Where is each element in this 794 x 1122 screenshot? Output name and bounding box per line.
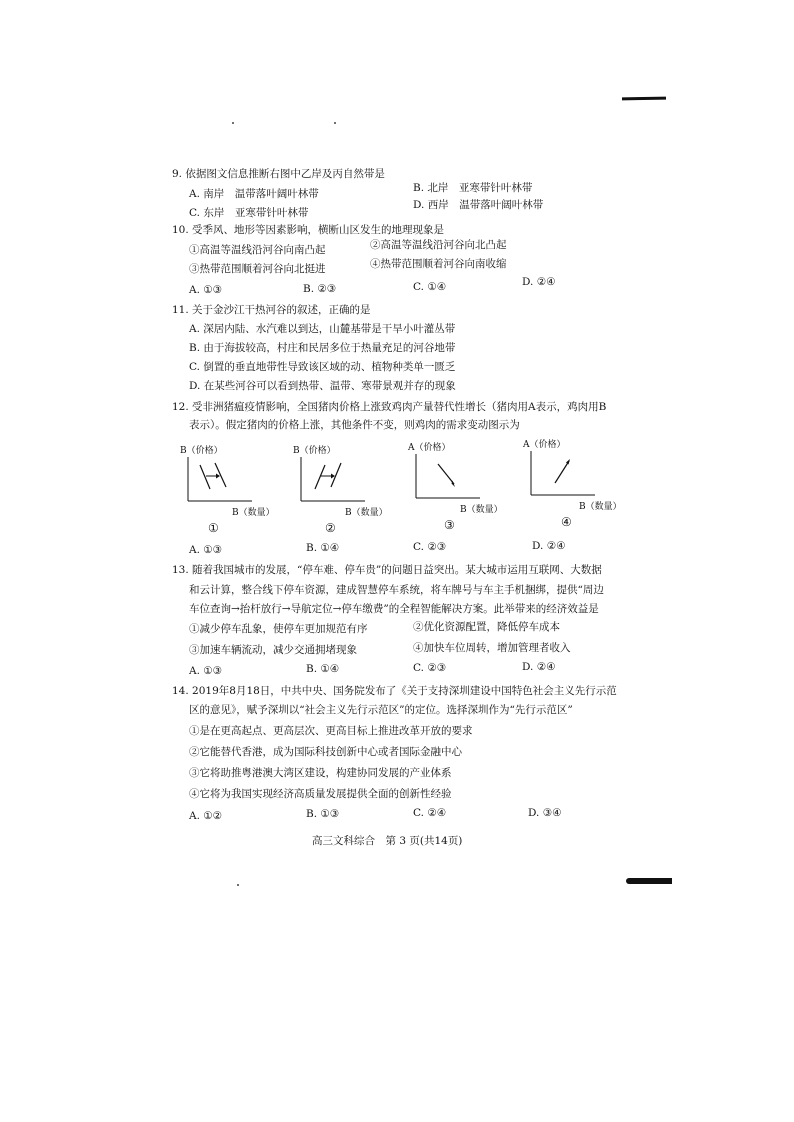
graph-number: ① xyxy=(208,521,219,535)
q10-option-a: A. ①③ xyxy=(189,284,223,296)
graph-plot xyxy=(408,440,508,535)
shift-arrow-head xyxy=(216,474,220,479)
graph-plot xyxy=(293,443,393,538)
q10-item-3: ③热带范围顺着河谷向北挺进 xyxy=(189,263,326,275)
q9-option-b: B. 北岸 亚寒带针叶林带 xyxy=(413,182,533,194)
q9-option-a: A. 南岸 温带落叶阔叶林带 xyxy=(189,188,319,200)
q13-option-b: B. ①④ xyxy=(306,663,340,675)
demand-graph-3 xyxy=(408,440,508,535)
q14-option-b: B. ①③ xyxy=(306,808,340,820)
graph-plot xyxy=(523,437,623,532)
movement-line xyxy=(438,464,454,484)
demand-curve-original xyxy=(200,465,210,489)
curve-original xyxy=(315,465,325,489)
graph-y-axis-label: B（价格） xyxy=(180,446,223,456)
scan-mark-top xyxy=(622,97,666,101)
scan-mark-bottom xyxy=(626,878,672,884)
q13-stem-line-1: 13. 随着我国城市的发展，“停车难、停车贵”的问题日益突出。某大城市运用互联网、大数据 xyxy=(172,564,602,576)
q9-option-d: D. 西岸 温带落叶阔叶林带 xyxy=(413,199,544,211)
q12-stem-line-2: 表示）。假定猪肉的价格上涨，其他条件不变，则鸡肉的需求变动图示为 xyxy=(189,419,520,431)
demand-graph-2 xyxy=(293,443,393,538)
q12-stem-line-1: 12. 受非洲猪瘟疫情影响，全国猪肉价格上涨致鸡肉产量替代性增长（猪肉用A表示，鸡肉用B xyxy=(172,401,607,413)
q11-option-b: B. 由于海拔较高，村庄和民居多位于热量充足的河谷地带 xyxy=(189,342,456,354)
graph-x-axis-label: B（数量） xyxy=(345,508,388,518)
q14-stem-line-1: 14. 2019年8月18日，中共中央、国务院发布了《关于支持深圳建设中国特色社会主义先行示范 xyxy=(172,685,617,697)
q13-item-1: ①减少停车乱象，使停车更加规范有序 xyxy=(189,623,368,635)
q13-stem-line-3: 车位查询→抬杆放行→导航定位→停车缴费”的全程智能解决方案。此举带来的经济效益是 xyxy=(189,603,599,615)
q13-item-2: ②优化资源配置，降低停车成本 xyxy=(413,621,560,633)
graph-y-axis-label: A（价格） xyxy=(408,443,451,453)
movement-line xyxy=(555,461,569,483)
q13-item-4: ④加快车位周转，增加管理者收入 xyxy=(413,642,571,654)
q9-option-c: C. 东岸 亚寒带针叶林带 xyxy=(189,207,309,219)
q11-option-c: C. 倒置的垂直地带性导致该区域的动、植物种类单一匮乏 xyxy=(189,361,456,373)
scan-speck xyxy=(237,884,239,886)
graph-y-axis-label: A（价格） xyxy=(523,440,566,450)
q14-item-2: ②它能替代香港，成为国际科技创新中心或者国际金融中心 xyxy=(189,746,462,758)
q10-option-c: C. ①④ xyxy=(413,281,447,293)
q12-option-b: B. ①④ xyxy=(306,542,340,554)
scan-speck xyxy=(232,122,234,124)
q14-option-d: D. ③④ xyxy=(528,807,562,819)
q14-option-c: C. ②④ xyxy=(413,807,447,819)
q10-item-4: ④热带范围顺着河谷向南收缩 xyxy=(370,258,507,270)
q11-option-a: A. 深居内陆、水汽难以到达，山麓基带是干旱小叶灌丛带 xyxy=(189,323,456,335)
q10-stem: 10. 受季风、地形等因素影响，横断山区发生的地理现象是 xyxy=(172,224,445,236)
q10-item-1: ①高温等温线沿河谷向南凸起 xyxy=(189,244,326,256)
q13-option-c: C. ②③ xyxy=(413,662,447,674)
q12-option-a: A. ①③ xyxy=(189,544,223,556)
graph-x-axis-label: B（数量） xyxy=(579,502,622,512)
q10-option-d: D. ②④ xyxy=(522,276,556,288)
q12-option-d: D. ②④ xyxy=(532,540,566,552)
q14-stem-line-2: 区的意见》，赋予深圳以“社会主义先行示范区”的定位。选择深圳作为“先行示范区” xyxy=(189,704,573,716)
q14-option-a: A. ①② xyxy=(189,810,223,822)
q11-stem: 11. 关于金沙江干热河谷的叙述，正确的是 xyxy=(172,304,371,316)
graph-y-axis-label: B（价格） xyxy=(293,446,336,456)
q10-item-2: ②高温等温线沿河谷向北凸起 xyxy=(370,239,507,251)
page-footer: 高三文科综合 第 3 页(共14页) xyxy=(312,835,463,847)
q13-item-3: ③加速车辆流动，减少交通拥堵现象 xyxy=(189,644,357,656)
q13-stem-line-2: 和云计算，整合线下停车资源，建成智慧停车系统，将车牌号与车主手机捆绑，提供“周边 xyxy=(189,584,604,596)
graph-number: ② xyxy=(325,521,336,535)
q10-option-b: B. ②③ xyxy=(303,283,337,295)
demand-graph-1 xyxy=(180,443,280,538)
q14-item-3: ③它将助推粤港澳大湾区建设，构建协同发展的产业体系 xyxy=(189,767,452,779)
graph-x-axis-label: B（数量） xyxy=(232,508,275,518)
graph-x-axis-label: B（数量） xyxy=(460,505,503,515)
demand-graph-4 xyxy=(523,437,623,532)
q14-item-1: ①是在更高起点、更高层次、更高目标上推进改革开放的要求 xyxy=(189,725,473,737)
graph-number: ④ xyxy=(561,515,572,529)
q9-stem: 9. 依据图文信息推断右图中乙岸及丙自然带是 xyxy=(172,168,385,180)
q11-option-d: D. 在某些河谷可以看到热带、温带、寒带景观并存的现象 xyxy=(189,380,456,392)
q14-item-4: ④它将为我国实现经济高质量发展提供全面的创新性经验 xyxy=(189,788,452,800)
graph-plot xyxy=(180,443,280,538)
q13-option-d: D. ②④ xyxy=(522,661,556,673)
q13-option-a: A. ①③ xyxy=(189,665,223,677)
q12-option-c: C. ②③ xyxy=(413,541,447,553)
graph-number: ③ xyxy=(444,518,455,532)
scan-speck xyxy=(334,122,336,124)
